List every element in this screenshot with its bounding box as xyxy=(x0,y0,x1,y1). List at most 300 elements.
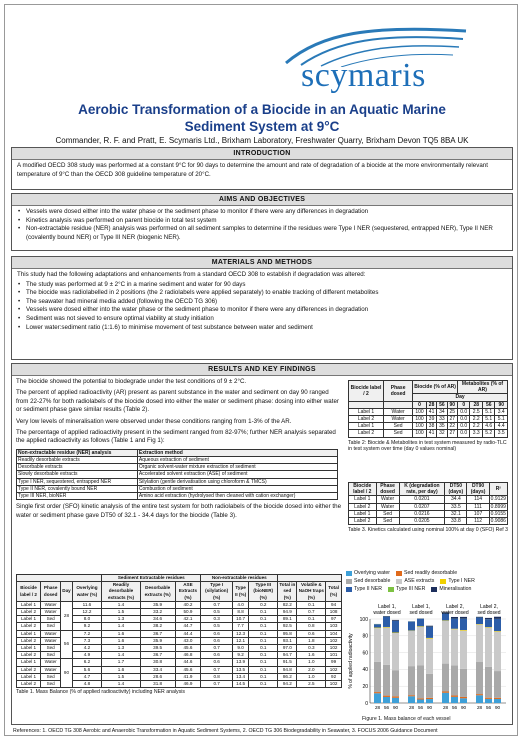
table-cell: Sed xyxy=(41,673,61,680)
table-cell: 93.1 xyxy=(278,637,297,644)
table-cell: 1.6 xyxy=(297,652,326,659)
bar-segment xyxy=(451,697,458,703)
methods-item: • Vessels were dosed either into the water phase or the sediment phase to monitor if there were any differences in degradation xyxy=(17,306,507,315)
table-cell: 114 xyxy=(467,496,489,503)
table-cell: 0.8 xyxy=(297,623,326,630)
ner-table xyxy=(16,449,338,500)
bar-segment xyxy=(442,691,449,692)
table-cell: Water xyxy=(41,609,61,616)
table-cell: 0.1 xyxy=(249,630,278,637)
bar-segment xyxy=(494,631,501,632)
table-cell: 0.6 xyxy=(297,630,326,637)
t2-head: Biocide label / 2 xyxy=(349,381,384,402)
table-cell: 112 xyxy=(467,518,489,525)
table-header-cell: 90 xyxy=(447,401,457,408)
y-tick-label: 80 xyxy=(362,633,368,640)
results-para: Very low levels of mineralisation were observed under these conditions ranging from 1-3% of the AR. xyxy=(16,417,292,425)
table-cell: 86.2 xyxy=(278,673,297,680)
table-cell: 102 xyxy=(326,645,342,652)
table-cell: 56 xyxy=(61,630,72,659)
bar-segment xyxy=(383,665,390,696)
table-cell: Sed xyxy=(41,623,61,630)
table-cell: 31.8 xyxy=(140,681,175,688)
bar-segment xyxy=(408,696,415,703)
table-cell: Sed xyxy=(376,510,399,517)
table-header-cell: Phase dosed xyxy=(376,483,399,496)
t1-group-head: Sediment Extractable residues xyxy=(102,575,201,582)
methods-item: • Sediment was not sieved to ensure optimal viability at study initiation xyxy=(17,315,507,324)
table-cell: 46.9 xyxy=(175,681,201,688)
table-cell: 12.3 xyxy=(232,630,248,637)
table-cell: 1.3 xyxy=(102,645,141,652)
results-para: The percent of applied radioactivity (AR) present as parent substance in the water and sediment on day 90 ranged from 22-27% for both radiolabels of the biocide dosed into either the water or sediment phase: dosing into either water or sediment phase gave similar results (Table 2). xyxy=(16,389,339,414)
table-header-cell: 56 xyxy=(437,401,447,408)
table-row xyxy=(349,496,508,503)
bar-segment xyxy=(460,631,467,669)
table-cell: 6.2 xyxy=(72,659,102,666)
table-cell: 0.6 xyxy=(201,659,233,666)
table-cell: 0.6 xyxy=(201,652,233,659)
bar-segment xyxy=(494,671,501,698)
bar-segment xyxy=(460,669,467,697)
table3-block xyxy=(348,482,510,534)
table-cell: 38.2 xyxy=(140,623,175,630)
table-cell: 111 xyxy=(467,503,489,510)
table-cell: 35.9 xyxy=(140,601,175,608)
introduction-text: A modified OECD 308 study was performed at a constant 9°C for 90 days to determine the amount and rate of degradation of a biocide at the more environmentally relevant temperature of 9°C than the OECD 308 guideline temperature of 20°C. xyxy=(17,162,488,178)
table-cell: 32 xyxy=(437,430,447,437)
table-cell: 33.4 xyxy=(140,666,175,673)
table1 xyxy=(16,574,342,688)
table-cell: 44.7 xyxy=(175,623,201,630)
table-cell: Sed xyxy=(384,423,413,430)
table-header-cell: 0 xyxy=(413,401,427,408)
table-cell: Organic solvent-water mixture extraction of sediment xyxy=(137,464,337,471)
table-row xyxy=(349,401,508,408)
table-cell: 0.8 xyxy=(201,673,233,680)
table-cell: 94.8 xyxy=(278,666,297,673)
bar-segment xyxy=(485,618,492,619)
legend-swatch xyxy=(346,571,352,576)
aims-list xyxy=(17,208,507,242)
table-cell: Label 2 xyxy=(17,681,41,688)
bar-segment xyxy=(426,674,433,698)
table-cell: 38 xyxy=(426,423,436,430)
bar-segment xyxy=(442,664,449,692)
table-cell: 0.8999 xyxy=(490,503,506,510)
table-cell: 0.3 xyxy=(297,645,326,652)
table-cell: 27 xyxy=(447,416,457,423)
x-tick-label: 90 xyxy=(426,705,433,710)
table-cell: Amino acid extraction (hydrolysed then cleaned with cation exchanger) xyxy=(137,493,337,500)
y-tick-label: 100 xyxy=(359,616,368,623)
table-cell: Label 1 xyxy=(349,510,377,517)
table-cell: Label 1 xyxy=(17,659,41,666)
table1-caption: Table 1. Mass Balance (% of applied radioactivity) including NER analysis xyxy=(16,689,185,696)
table-cell: 101 xyxy=(326,652,342,659)
figure1 xyxy=(346,569,510,724)
table-cell: 0.0 xyxy=(457,416,470,423)
bar-segment xyxy=(460,617,467,619)
legend-item xyxy=(396,578,434,585)
chart-legend xyxy=(346,569,510,592)
table-header-cell: Phase dosed xyxy=(41,582,61,602)
table-row xyxy=(17,601,342,608)
table-cell: 1.5 xyxy=(102,609,141,616)
bar-segment xyxy=(451,629,458,665)
aims-item: • Kinetics analysis was performed on parent biocide in total test system xyxy=(17,217,507,226)
legend-item xyxy=(396,570,457,577)
bar-segment xyxy=(374,662,381,692)
table-header-cell: Desorbable extracts (%) xyxy=(140,582,175,602)
table-cell: 2.0 xyxy=(297,666,326,673)
table-cell: 107 xyxy=(467,510,489,517)
table-cell: 0.7 xyxy=(201,666,233,673)
bar-segment xyxy=(426,627,433,638)
bar-segment xyxy=(460,619,467,630)
table-cell: 2.5 xyxy=(470,408,483,415)
bar-segment xyxy=(417,699,424,703)
x-tick-label: 28 xyxy=(442,705,449,710)
y-axis-label: % of applied radioactivity xyxy=(348,633,354,689)
table-cell: Water xyxy=(376,503,399,510)
x-tick-label: 90 xyxy=(494,705,501,710)
legend-item xyxy=(388,586,425,593)
table-header-cell: Type I (silylation) (%) xyxy=(201,582,233,602)
legend-swatch xyxy=(346,587,352,592)
table2-caption: Table 2: Biocide & Metabolites in test system measured by radio-TLC in test system over time (day 0 values nominal) xyxy=(348,439,507,452)
table-cell: 0.7 xyxy=(201,601,233,608)
table-cell: 34.4 xyxy=(445,496,467,503)
table-cell: 1.4 xyxy=(102,652,141,659)
legend-label: Type II NER xyxy=(354,585,382,592)
table-cell: Type III NER, bioNER xyxy=(17,493,138,500)
x-tick-label: 56 xyxy=(451,705,458,710)
table-cell: 0.5 xyxy=(201,609,233,616)
table-cell: 40.2 xyxy=(175,601,201,608)
table-cell: 0.0 xyxy=(457,408,470,415)
legend-swatch xyxy=(388,587,394,592)
table-cell: 41 xyxy=(426,408,436,415)
table-cell: 1.0 xyxy=(297,673,326,680)
table-cell: 28.6 xyxy=(140,673,175,680)
table-cell: 0.9155 xyxy=(490,510,506,517)
table-cell: 13.4 xyxy=(232,673,248,680)
group-label: Label 2, xyxy=(446,604,464,610)
t2-day-head: Day xyxy=(413,394,508,401)
bar-segment xyxy=(476,624,483,662)
table-cell: 0.0205 xyxy=(399,518,445,525)
table-cell: Water xyxy=(41,666,61,673)
introduction-heading: INTRODUCTION xyxy=(12,148,512,160)
bar-segment xyxy=(426,698,433,699)
bar-segment xyxy=(408,631,415,666)
table-cell: Slowly desorbable extracts xyxy=(17,471,138,478)
table-cell: 35.9 xyxy=(140,637,175,644)
table-row xyxy=(17,471,338,478)
table-header-cell: K (degradation rate, per day) xyxy=(399,483,445,496)
table-cell: Label 1 xyxy=(17,601,41,608)
poster-title xyxy=(5,101,519,135)
table-cell: 13.5 xyxy=(232,666,248,673)
table-cell: 0.0207 xyxy=(399,503,445,510)
table-cell: 1.4 xyxy=(102,623,141,630)
table-cell: 34 xyxy=(437,408,447,415)
table-cell: 0.0201 xyxy=(399,496,445,503)
table-cell: 0.1 xyxy=(249,637,278,644)
bar-segment xyxy=(442,621,449,664)
table-cell: 0.1 xyxy=(249,645,278,652)
table-header-cell: 90 xyxy=(495,401,508,408)
table-cell: Water xyxy=(376,496,399,503)
table-header-cell: 28 xyxy=(470,401,483,408)
table-cell: 94.9 xyxy=(278,609,297,616)
aims-item: • Non-extractable residue (NER) analysis was performed on all sediment samples to determine if the residues were Type I NER (sequestered, entrapped NER), Type II NER (covalently bound NER) or Type III NER (biogenic NER). xyxy=(17,225,507,242)
bar-segment xyxy=(460,630,467,631)
scymaris-logo xyxy=(271,23,501,95)
group-label: sed dosed xyxy=(409,610,433,616)
table-cell: 5.1 xyxy=(482,408,495,415)
table-cell: Sed xyxy=(41,616,61,623)
legend-label: Type III NER xyxy=(395,585,426,592)
t2-head: Phase dosed xyxy=(384,381,413,402)
bar-segment xyxy=(408,622,415,631)
legend-item xyxy=(431,586,471,593)
table-header-cell: DT50 (days) xyxy=(445,483,467,496)
table-cell: 0.7 xyxy=(297,609,326,616)
table-row xyxy=(349,416,508,423)
table-row xyxy=(17,485,338,492)
brand-name: scymaris xyxy=(301,57,426,94)
y-tick-label: 60 xyxy=(362,650,368,657)
table-cell: 100 xyxy=(413,430,427,437)
table-cell: 3.5 xyxy=(495,430,508,437)
mass-balance-chart xyxy=(346,599,510,717)
table-cell: 41.9 xyxy=(175,673,201,680)
group-label: sed dosed xyxy=(477,610,501,616)
table-cell: Label 2 xyxy=(349,416,384,423)
table-header-cell: Type II (%) xyxy=(232,582,248,602)
bar-segment xyxy=(417,626,424,627)
table-cell: 7.2 xyxy=(72,630,102,637)
bar-segment xyxy=(426,699,433,703)
methods-item: • The study was performed at 9 ± 2°C in a marine sediment and water for 90 days xyxy=(17,281,507,290)
table-cell: 1.6 xyxy=(102,666,141,673)
bar-segment xyxy=(460,697,467,698)
methods-heading: MATERIALS AND METHODS xyxy=(12,257,512,269)
table-cell: Water xyxy=(41,637,61,644)
table-cell: 1.8 xyxy=(297,637,326,644)
ner-header: Non-extractable residue (NER) analysis xyxy=(17,449,138,456)
table-cell: 50.9 xyxy=(175,609,201,616)
group-label: water dosed xyxy=(373,610,401,616)
x-tick-label: 90 xyxy=(392,705,399,710)
legend-label: Overlying water xyxy=(354,570,391,577)
table-cell: 1.4 xyxy=(102,601,141,608)
bar-segment xyxy=(476,617,483,618)
bar-segment xyxy=(451,617,458,619)
bar-segment xyxy=(392,696,399,697)
table-cell: 33.5 xyxy=(445,503,467,510)
bar-segment xyxy=(417,627,424,665)
bar-segment xyxy=(426,639,433,674)
y-tick-label: 20 xyxy=(362,684,368,690)
table2 xyxy=(348,380,508,438)
results-heading: RESULTS AND KEY FINDINGS xyxy=(12,364,512,376)
table-cell: Water xyxy=(41,601,61,608)
bar-segment xyxy=(392,620,399,621)
table-row xyxy=(349,510,508,517)
table-cell: 0.6 xyxy=(201,637,233,644)
table-cell: 44.4 xyxy=(175,630,201,637)
bar-segment xyxy=(426,638,433,639)
table-cell: Label 2 xyxy=(349,503,377,510)
table-header-cell: DT90 (days) xyxy=(467,483,489,496)
table-cell: 9.0 xyxy=(232,645,248,652)
x-tick-label: 28 xyxy=(374,705,381,710)
table-cell: 103 xyxy=(326,623,342,630)
table-cell: Water xyxy=(41,630,61,637)
bar-segment xyxy=(417,698,424,699)
x-tick-label xyxy=(409,705,415,710)
table-cell: 32.1 xyxy=(445,510,467,517)
table-cell: 94.2 xyxy=(278,681,297,688)
table-cell: 30.8 xyxy=(140,659,175,666)
y-tick-label: 40 xyxy=(362,667,368,674)
table-header-cell: Day xyxy=(61,582,72,602)
aims-heading: AIMS AND OBJECTIVES xyxy=(12,194,512,206)
group-label: Label 1, xyxy=(378,604,396,610)
methods-item: • The seawater had mineral media added (following the OECD TG 306) xyxy=(17,298,507,307)
bar-segment xyxy=(408,695,415,696)
table-cell: 33.2 xyxy=(140,609,175,616)
bar-segment xyxy=(485,667,492,698)
legend-label: Sed desorbable xyxy=(354,578,391,584)
bar-segment xyxy=(442,693,449,703)
table-header-cell: Biocide label / 2 xyxy=(349,483,377,496)
table3 xyxy=(348,482,508,525)
table-cell: 44.6 xyxy=(175,659,201,666)
sfo-text: Single first order (SFO) kinetic analysis of the entire test system for both radiolabels of the biocide dosed into either the water or sediment phase gave DT50 of 32.1 - 34.4 days for the biocide (Table 3). xyxy=(16,503,342,519)
table-cell: 1.6 xyxy=(102,637,141,644)
results-box xyxy=(11,363,513,725)
table3-caption: Table 3. Kinetics calculated using nominal 100% at day 0 (SFO) Ref 3 xyxy=(348,527,509,534)
table-cell: Label 1 xyxy=(17,630,41,637)
table-cell: Label 2 xyxy=(17,623,41,630)
table-cell: 0.1 xyxy=(249,623,278,630)
table-row xyxy=(17,478,338,485)
table-cell: 102 xyxy=(326,666,342,673)
table-cell: Label 1 xyxy=(17,616,41,623)
table-cell: 33.8 xyxy=(445,518,467,525)
table-cell: 27 xyxy=(447,430,457,437)
legend-swatch xyxy=(346,579,352,584)
table-cell: 102 xyxy=(326,681,342,688)
table-cell: 99 xyxy=(326,659,342,666)
x-tick-label xyxy=(418,705,424,710)
table-cell: Desorbable extracts xyxy=(17,464,138,471)
table-cell: Label 2 xyxy=(17,609,41,616)
table-cell: 0.1 xyxy=(249,659,278,666)
table-cell: 0.5 xyxy=(201,623,233,630)
table-cell: 0.9129 xyxy=(490,496,506,503)
bar-segment xyxy=(494,632,501,671)
table-cell: 0.1 xyxy=(297,601,326,608)
bar-segment xyxy=(374,628,381,662)
table-cell: 108 xyxy=(326,609,342,616)
table-cell: Accelerated solvent extraction (ASE) of sediment xyxy=(137,471,337,478)
table-cell: Water xyxy=(41,659,61,666)
bar-segment xyxy=(476,618,483,624)
legend-item xyxy=(346,586,382,593)
table-cell: Water xyxy=(384,416,413,423)
table-cell: 4.9 xyxy=(72,652,102,659)
table-cell: 0.7 xyxy=(201,645,233,652)
table-cell: 82.2 xyxy=(278,601,297,608)
table-cell: 0.1 xyxy=(249,652,278,659)
bar-segment xyxy=(494,699,501,703)
bar-segment xyxy=(476,662,483,694)
table-cell: Label 2 xyxy=(17,666,41,673)
table-cell: Sed xyxy=(376,518,399,525)
results-text-column xyxy=(16,378,342,523)
table-cell: 4.6 xyxy=(482,423,495,430)
table-cell: 97 xyxy=(326,616,342,623)
table-cell: Label 1 xyxy=(349,423,384,430)
table-cell: 10.7 xyxy=(232,616,248,623)
table-cell: 0.1 xyxy=(249,609,278,616)
bar-segment xyxy=(383,616,390,617)
table-cell: Label 1 xyxy=(17,673,41,680)
bar-segment xyxy=(476,694,483,695)
table-cell: Aqueous extraction of sediment xyxy=(137,457,337,464)
table-cell: 100 xyxy=(413,423,427,430)
table-cell: Label 2 xyxy=(349,518,377,525)
table-cell: 0.3 xyxy=(201,616,233,623)
table-cell: Type I NER, sequestered, entrapped NER xyxy=(17,478,138,485)
table-cell: Water xyxy=(384,408,413,415)
y-tick-label: 0 xyxy=(365,700,368,707)
table-cell: 36.7 xyxy=(140,630,175,637)
table-cell: 45.6 xyxy=(175,645,201,652)
group-label: water dosed xyxy=(441,610,469,616)
table-cell: 5.2 xyxy=(482,430,495,437)
bar-segment xyxy=(392,633,399,634)
title-line-1: Aerobic Transformation of a Biocide in an Aquatic Marine xyxy=(78,102,446,117)
table-cell: 4.0 xyxy=(232,601,248,608)
table-cell: 45.6 xyxy=(175,666,201,673)
x-tick-label: 56 xyxy=(417,705,424,710)
table-header-cell: 0 xyxy=(457,401,470,408)
table-cell: 2.2 xyxy=(470,416,483,423)
legend-label: Mineralisation xyxy=(439,585,472,592)
table-cell: 8.8 xyxy=(232,609,248,616)
legend-item xyxy=(346,570,390,577)
table-cell: 0.6 xyxy=(201,630,233,637)
group-label: Label 2, xyxy=(480,604,498,610)
introduction-box xyxy=(11,147,513,190)
table-cell: 92.5 xyxy=(278,623,297,630)
table-cell: 25 xyxy=(447,408,457,415)
table-cell: Type II NER, covalently bound NER xyxy=(17,485,138,492)
t1-group-head: Non-extractable residues xyxy=(201,575,278,582)
table-cell: 95.8 xyxy=(278,630,297,637)
bar-segment xyxy=(485,628,492,667)
table-header-cell: 56 xyxy=(482,401,495,408)
aims-box xyxy=(11,193,513,251)
methods-item: • Lower water:sediment ratio (1:1.6) to minimise movement of test substance between water and sediment xyxy=(17,324,507,333)
table-row xyxy=(349,430,508,437)
